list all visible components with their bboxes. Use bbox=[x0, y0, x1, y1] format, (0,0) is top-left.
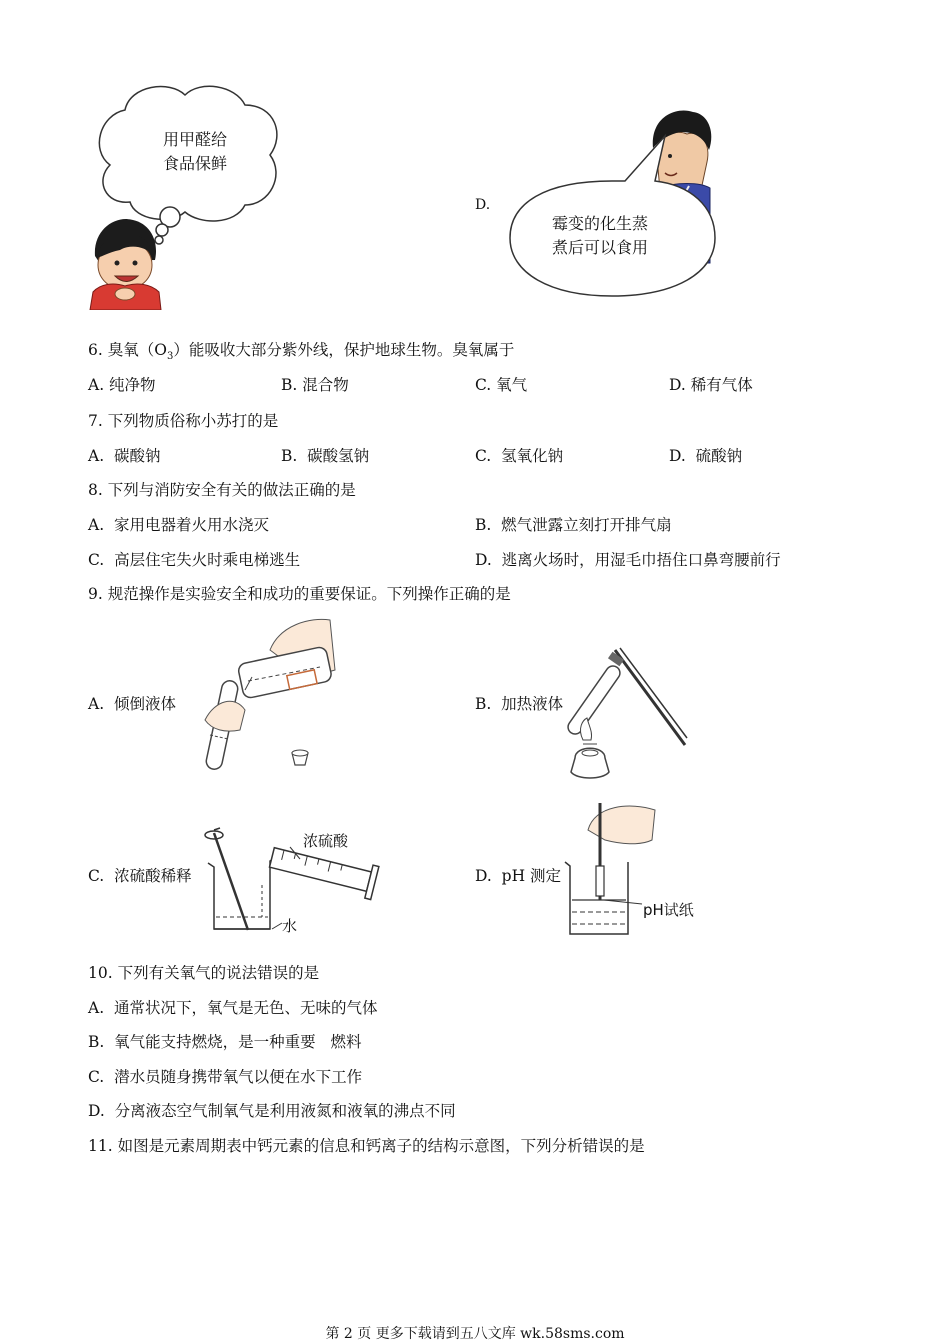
bubble-text-formaldehyde bbox=[140, 128, 250, 176]
heating-liquid-figure bbox=[565, 640, 695, 785]
q9-stem: 9. 规范操作是实验安全和成功的重要保证。下列操作正确的是 bbox=[88, 585, 511, 603]
q6-stem-suffix: ）能吸收大部分紫外线，保护地球生物。臭氧属于 bbox=[173, 341, 515, 359]
q8-option-b: B. 燃气泄露立刻打开排气扇 bbox=[475, 516, 672, 534]
water-label: 水 bbox=[282, 917, 298, 935]
q6-option-d: D. 稀有气体 bbox=[669, 376, 753, 394]
speech-line-1: 霉变的化生蒸 bbox=[551, 214, 648, 233]
q8-option-c: C. 高层住宅失火时乘电梯逃生 bbox=[88, 551, 301, 569]
q7-option-a: A. 碳酸钠 bbox=[88, 447, 161, 465]
q10-option-d: D. 分离液态空气制氧气是利用液氮和液氧的沸点不同 bbox=[88, 1102, 456, 1120]
q10-stem: 10. 下列有关氧气的说法错误的是 bbox=[88, 964, 320, 982]
q10-option-c: C. 潜水员随身携带氧气以便在水下工作 bbox=[88, 1068, 363, 1086]
pouring-liquid-figure bbox=[200, 615, 340, 775]
q9-option-b: B. 加热液体 bbox=[475, 695, 564, 713]
q9-option-d: D. pH 测定 bbox=[475, 867, 562, 885]
acid-label: 浓硫酸 bbox=[303, 832, 349, 850]
q10-option-b: B. 氧气能支持燃烧，是一种重要 燃料 bbox=[88, 1033, 362, 1051]
q8-option-a: A. 家用电器着火用水浇灭 bbox=[88, 516, 269, 534]
speech-bubble-illustration bbox=[505, 78, 720, 304]
thought-bubble-illustration bbox=[85, 80, 290, 310]
q10-option-a: A. 通常状况下，氧气是无色、无味的气体 bbox=[88, 999, 378, 1017]
bubble-line-2: 食品保鲜 bbox=[162, 154, 227, 173]
q6-option-a: A. 纯净物 bbox=[88, 376, 156, 394]
ph-paper-label: pH试纸 bbox=[643, 901, 694, 919]
q11-stem: 11. 如图是元素周期表中钙元素的信息和钙离子的结构示意图，下列分析错误的是 bbox=[88, 1137, 645, 1155]
q6-option-c: C. 氧气 bbox=[475, 376, 528, 394]
q8-option-d: D. 逃离火场时，用湿毛巾捂住口鼻弯腰前行 bbox=[475, 551, 781, 569]
q9-option-c: C. 浓硫酸稀释 bbox=[88, 867, 192, 885]
q7-option-d: D. 硫酸钠 bbox=[669, 447, 743, 465]
q6-stem bbox=[88, 340, 514, 367]
fig-d-label: D. bbox=[475, 197, 491, 213]
q7-option-c: C. 氢氧化钠 bbox=[475, 447, 564, 465]
speech-line-2: 煮后可以食用 bbox=[551, 238, 648, 257]
thought-dot-small bbox=[155, 236, 163, 244]
page-footer: 第 2 页 更多下载请到五八文库 wk.58sms.com bbox=[325, 1326, 625, 1342]
bubble-text-mildew bbox=[535, 212, 665, 260]
q7-stem: 7. 下列物质俗称小苏打的是 bbox=[88, 412, 279, 430]
boy-figure bbox=[90, 219, 161, 310]
q9-option-a: A. 倾倒液体 bbox=[88, 695, 176, 713]
q7-option-b: B. 碳酸氢钠 bbox=[281, 447, 370, 465]
bubble-line-1: 用甲醛给 bbox=[162, 130, 227, 149]
q6-option-b: B. 混合物 bbox=[281, 376, 349, 394]
q6-stem-prefix: 6. 臭氧（O bbox=[88, 341, 167, 359]
thought-dot-medium bbox=[156, 224, 168, 236]
q6-stem-subscript: 3 bbox=[166, 351, 174, 363]
q8-stem: 8. 下列与消防安全有关的做法正确的是 bbox=[88, 481, 356, 499]
